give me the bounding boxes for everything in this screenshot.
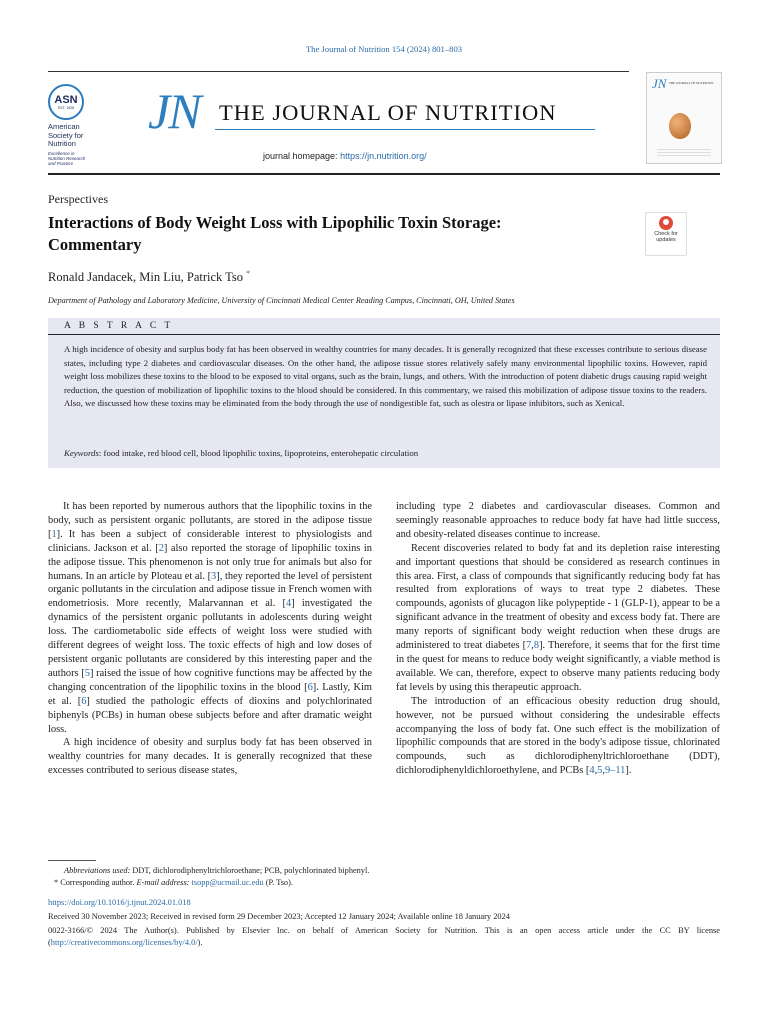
journal-title: THE JOURNAL OF NUTRITION: [219, 100, 557, 125]
title-underline: [215, 129, 595, 130]
doi-link[interactable]: https://doi.org/10.1016/j.tjnut.2024.01.018: [48, 898, 191, 907]
citation-link[interactable]: 6: [81, 695, 87, 707]
article-title: Interactions of Body Weight Loss with Lipophilic Toxin Storage: Commentary: [48, 213, 502, 254]
journal-homepage: [263, 151, 427, 161]
corresponding-author-mark[interactable]: *: [246, 269, 251, 278]
footnote-rule: [48, 860, 96, 861]
jn-logo[interactable]: JN: [148, 83, 200, 139]
corresponding-author-footnote: [48, 877, 726, 888]
text-run: ]. It has been a subject of considerable interest to physiologists and clinicians. Jackson et al. [: [48, 528, 372, 554]
asn-name-line: Society for: [48, 130, 84, 140]
citation-link[interactable]: 5: [84, 667, 90, 679]
citation-link[interactable]: 4: [589, 765, 595, 777]
text-run: ,: [602, 765, 605, 777]
abbreviations-text: DDT, dichlorodiphenyltrichloroethane; PCB, polychlorinated biphenyl.: [130, 866, 370, 875]
asn-seal-icon: [48, 84, 84, 120]
abbreviations-footnote: [48, 865, 736, 876]
body-paragraph: A high incidence of obesity and surplus body fat has been observed in wealthy countries for many decades. It is generally recognized that these excesses contributed to serious disease states,: [48, 737, 372, 777]
homepage-label: journal homepage:: [263, 151, 338, 161]
license-text: 0022-3166/© 2024 The Author(s). Published by Elsevier Inc. on behalf of American Society for Nutrition. This is an open access article under the CC BY license (: [48, 926, 720, 947]
authors-text: Ronald Jandacek, Min Liu, Patrick Tso: [48, 270, 244, 285]
abstract-heading: A B S T R A C T: [64, 321, 174, 331]
asn-name-line: American: [48, 122, 80, 131]
article-dates: Received 30 November 2023; Received in revised form 29 December 2023; Accepted 12 January 2024; Available online 18 January 2024: [48, 912, 510, 921]
footnote-mark: *: [54, 878, 59, 887]
section-label: Perspectives: [48, 192, 108, 206]
text-run: ] investigated the dynamics of the persistent organic pollutants in adolescents during weight loss. The cardiometabolic side effects of weight loss were studied with different degrees of weight loss. The toxic effects of high and low doses of persistent organic pollutants are considered by this interesting paper and the authors [: [48, 598, 372, 679]
text-run: ]. Therefore, it seems that for the first time in the quest for means to reduce body weight significantly, a viable method is available. We can, therefore, expect to observe many patients reducing body fat levels by using this therapeutic approach.: [396, 640, 720, 693]
check-updates-line: Check for: [654, 231, 678, 237]
asn-tagline: [48, 151, 118, 166]
egg-image: [669, 113, 691, 139]
citation-link[interactable]: 6: [307, 681, 313, 693]
license-link[interactable]: http://creativecommons.org/licenses/by/4.0/: [50, 937, 198, 947]
masthead-rule: [48, 173, 720, 175]
asn-tagline-line: Excellence in: [48, 150, 75, 156]
text-run: ]. Lastly, Kim et al. [: [48, 681, 372, 707]
text-run: ] studied the pathologic effects of dioxins and polychlorinated biphenyls (PCBs) in human obese subjects before and after dramatic weight loss.: [48, 695, 372, 735]
asn-letters: ASN: [54, 93, 78, 106]
cover-text-lines: [657, 149, 711, 158]
citation-link[interactable]: 1: [51, 528, 57, 540]
keywords-list: : food intake, red blood cell, blood lipophilic toxins, lipoproteins, enterohepatic circulation: [98, 448, 419, 458]
text-run: ] raised the issue of how cognitive functions may be affected by the changing concentration of the lipophilic toxins in the blood [: [48, 667, 372, 693]
abstract-box: [48, 318, 720, 468]
body-column-right: [396, 500, 720, 778]
keywords-label: Keywords: [64, 448, 99, 458]
text-run: Recent discoveries related to body fat and its depletion raise interesting and important questions that should be considered as research continues in this area. First, a class of compounds that significantly reducing body fat has resulted from explorations of ways to treat type 2 diabetes. These compounds, agonists of glucagon like polypeptide - 1 (GLP-1), appear to be a significant advance in the treatment of obesity and excess body fat. There are many reports of significant body weight reduction when these drugs are administered to treat diabetes [: [396, 542, 720, 652]
check-updates-icon: [659, 216, 673, 230]
license-tail: ).: [197, 937, 203, 947]
check-for-updates-button[interactable]: [645, 212, 687, 256]
check-updates-line: updates: [656, 237, 676, 243]
citation-link[interactable]: 5: [597, 765, 603, 777]
journal-cover-thumbnail[interactable]: [646, 72, 722, 164]
corresponding-tail: (P. Tso).: [263, 878, 293, 887]
text-run: ,: [531, 640, 534, 652]
citation-link[interactable]: 8: [533, 640, 540, 652]
affiliation: Department of Pathology and Laboratory Medicine, University of Cincinnati Medical Center Reading Campus, Cincinnati, OH, United States: [48, 296, 515, 305]
abstract-text: A high incidence of obesity and surplus body fat has been observed in wealthy countries for many decades. It is generally recognized that these excesses contribute to serious disease states, including type 2 diabetes and cardiovascular diseases. On the other hand, the adipose tissue stores relatively safely many environmental lipophilic toxins. However, rapid weight loss mobilizes these toxins to the blood to be exposed to vital organs, such as the brain, lungs, and others. With the introduction of potent diabetic drugs causing rapid weight reduction, the question of mobilization of lipophilic toxins to the blood should be considered. In this commentary, we raised this mobilization of adipose tissue toxins to the readers. Also, we discussed how these toxins may be eliminated from the body through the use of nondigestible fat, such as olestra or lipase inhibitors, such as Xenical.: [64, 344, 707, 408]
text-run: It has been reported by numerous authors that the lipophilic toxins in the body, such as persistent organic pollutants, are stored in the adipose tissue [: [48, 501, 372, 540]
body-paragraph: [48, 500, 372, 736]
cover-logo: JN: [652, 76, 667, 91]
license-statement: [48, 925, 720, 948]
email-label: E-mail address:: [136, 878, 190, 887]
citation-link[interactable]: 2: [158, 542, 164, 554]
citation-link[interactable]: 9–11: [604, 765, 626, 777]
check-updates-label: [646, 231, 686, 243]
citation-link[interactable]: 7: [526, 640, 532, 652]
text-run: ], they reported the level of persistent organic pollutants in the circulation and adipose tissue in French women with endometriosis. More recently, Malarvannan et al. [: [48, 570, 372, 610]
email-link[interactable]: tsopp@ucmail.uc.edu: [191, 878, 264, 887]
asn-name-line: Nutrition: [48, 139, 76, 148]
body-paragraph: [396, 542, 720, 695]
text-run: ,: [594, 765, 598, 777]
author-list: [48, 269, 250, 285]
header-rule: [48, 71, 629, 72]
cover-title: THE JOURNAL OF NUTRITION: [669, 81, 714, 85]
homepage-link[interactable]: https://jn.nutrition.org/: [340, 151, 427, 161]
abbreviations-label: Abbreviations used:: [64, 866, 131, 875]
body-column-left: [48, 500, 372, 778]
keywords: [64, 448, 418, 458]
text-run: The introduction of an efficacious obesity reduction drug should, however, not be pursued without considering the undesirable effects accompanying the loss of body fat. One such effect is the mobilization of lipophilic compounds that are stored in the body's adipose tissue, chlorinated compounds, such as dichlorodiphenyltrichloroethane (DDT), dichlorodiphenyldichloroethylene, and PCBs [: [396, 695, 720, 777]
corresponding-label: Corresponding author.: [58, 878, 137, 887]
journal-reference[interactable]: The Journal of Nutrition 154 (2024) 801–803: [305, 44, 463, 54]
text-run: ].: [625, 765, 632, 777]
asn-est: EST. 1928: [57, 105, 75, 110]
asn-name: [48, 123, 118, 149]
abstract-rule: [48, 334, 720, 335]
citation-link[interactable]: 3: [211, 570, 217, 582]
asn-logo[interactable]: [48, 84, 118, 166]
asn-tagline-line: and Practice: [48, 160, 74, 166]
citation-link[interactable]: 4: [285, 598, 292, 610]
body-paragraph: including type 2 diabetes and cardiovascular diseases. Common and seemingly reasonable approaches to reduce body fat have had little success, and obesity-related diseases continue to increase.: [396, 501, 720, 540]
asn-tagline-line: Nutrition Research: [48, 155, 86, 161]
text-run: ] also reported the storage of lipophilic toxins in the adipose tissue. This phenomenon is not only true for animals but also for humans. In an article by Ploteau et al. [: [48, 542, 372, 582]
body-paragraph: [396, 695, 720, 778]
